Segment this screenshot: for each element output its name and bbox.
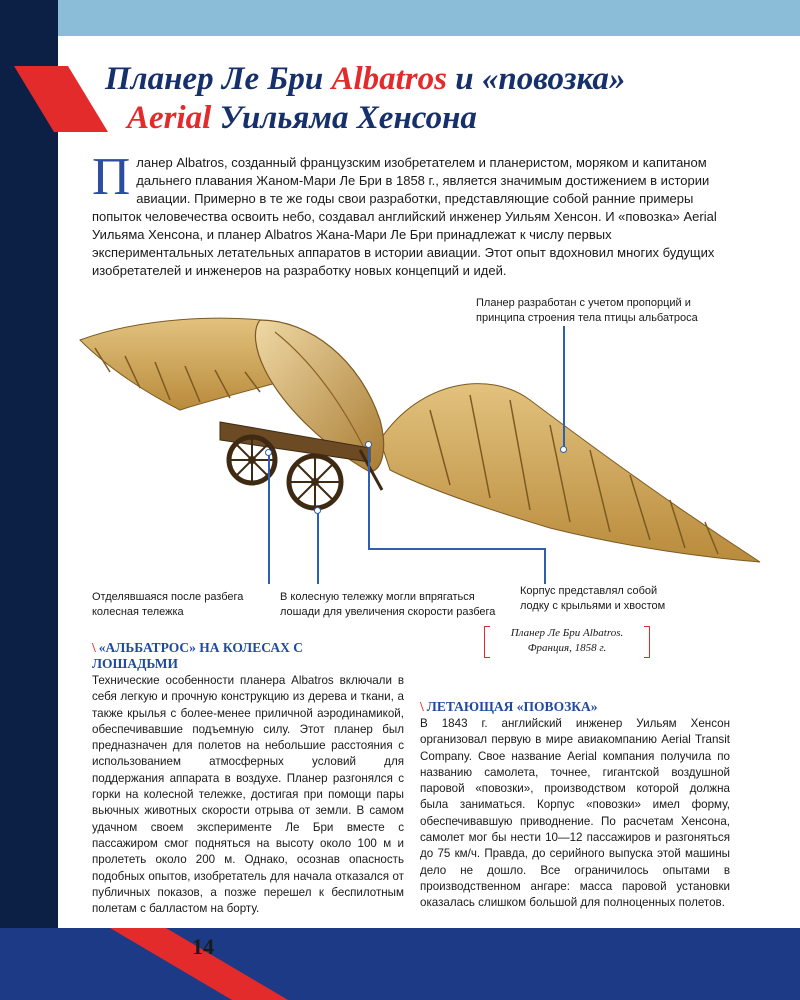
leader-line-horses xyxy=(317,510,319,584)
red-accent-top xyxy=(0,66,110,132)
heading-marker: \ xyxy=(92,640,96,655)
leader-line-hull-horizontal xyxy=(368,548,546,550)
intro-paragraph xyxy=(92,148,730,280)
callout-hull: Корпус представлял собой лодку с крыльями и хвостом xyxy=(520,585,666,612)
callout-trolley: Отделявшаяся после разбега колесная тележка xyxy=(92,591,244,618)
page-number: 14 xyxy=(192,934,214,959)
figure-caption xyxy=(484,626,650,658)
leader-line-hull-vertical xyxy=(368,444,370,550)
section-text-aerial: В 1843 г. английский инженер Уильям Хенсон организовал первую в мире авиакомпанию Aerial Transit Company. Свое название Aerial компания получила по названию самолета, точнее, гигантской воздушной паровой «повозки», производством которой должна была заниматься. Корпус «повозки» имел форму, обеспечивавшую приводнение. По расчетам Хенсона, самолет мог бы нести 10—12 пассажиров и разгоняться до 75 км/ч. Правда, до серийного выпуска этой машины дело не дошло. Все ограничилось опытами в производственном ангаре: масса паровой установки оказалась слишком большой для полноценных полетов. xyxy=(420,717,730,910)
callout-proportions: Планер разработан с учетом пропорций и принципа строения тела птицы альбатроса xyxy=(476,297,698,324)
callout-horses: В колесную тележку могли впрягаться лошади для увеличения скорости разбега xyxy=(280,591,496,618)
heading-marker: \ xyxy=(420,699,424,714)
leader-line-proportions xyxy=(563,326,565,450)
page-title xyxy=(105,60,745,138)
caption-bracket-right xyxy=(644,626,650,658)
section-heading-aerial: \ ЛЕТАЮЩАЯ «ПОВОЗКА» xyxy=(420,699,598,714)
section-heading-albatros: \ «АЛЬБАТРОС» НА КОЛЕСАХ С ЛОШАДЬМИ xyxy=(92,640,303,671)
caption-bracket-left xyxy=(484,626,490,658)
title-line-2: Aerial Уильяма Хенсона xyxy=(127,100,477,136)
leader-dot-trolley xyxy=(265,449,272,456)
left-band xyxy=(0,0,58,1000)
leader-dot-hull xyxy=(365,441,372,448)
caption-line-2: Франция, 1858 г. xyxy=(527,642,607,654)
leader-line-trolley xyxy=(268,452,270,584)
title-line-1: Планер Ле Бри Albatros и «повозка» xyxy=(105,61,626,97)
title-aerial: Aerial xyxy=(127,100,212,136)
drop-cap: П xyxy=(92,148,131,206)
top-band xyxy=(0,0,800,36)
leader-line-hull-drop xyxy=(544,548,546,584)
albatros-glider-illustration xyxy=(70,300,770,590)
leader-dot-proportions xyxy=(560,446,567,453)
title-albatros: Albatros xyxy=(331,61,447,97)
right-wing xyxy=(380,384,760,562)
section-text-albatros: Технические особенности планера Albatros включали в себя легкую и прочную конструкцию из дерева и ткани, а также крылья с более-менее приличной аэродинамикой, обеспечивавшие подъемную силу. Этот планер был предназначен для полетов на небольшие расстояния с использованием атмосферных условий для поддержания аппарата в воздухе. Планер разгонялся с горки на колесной тележке, достигая при помощи пары вьючных животных скорости отрыва от земли. В самом удачном своем эксперименте Ле Бри вместе с пассажиром смог подняться на высоту около 100 м и пролететь около 200 м. Однако, осознав опасность подобных опытов, изобретатель для начала отказался от публичных показов, а позже перешел к беспилотным полетам с балластом на борту. xyxy=(92,674,404,916)
caption-line-1: Планер Ле Бри Albatros. xyxy=(510,627,624,639)
leader-dot-horses xyxy=(314,507,321,514)
intro-text: ланер Albatros, созданный французским изобретателем и планеристом, моряком и капитаном дальнего плавания Жаном-Мари Ле Бри в 1858 г., является значимым достижением в истории авиации. Примерно в те же годы свои разработки, представляющие собой ранние примеры попыток человечества освоить небо, создавал английский инженер Уильям Хенсон. И «повозка» Aerial Уильяма Хенсона, и планер Albatros Жана-Мари Ле Бри принадлежат к числу первых экспериментальных летательных аппаратов в истории авиации. Этот опыт вдохновил многих будущих изобретателей и инженеров на разработку новых концепций и идей. xyxy=(92,155,717,278)
